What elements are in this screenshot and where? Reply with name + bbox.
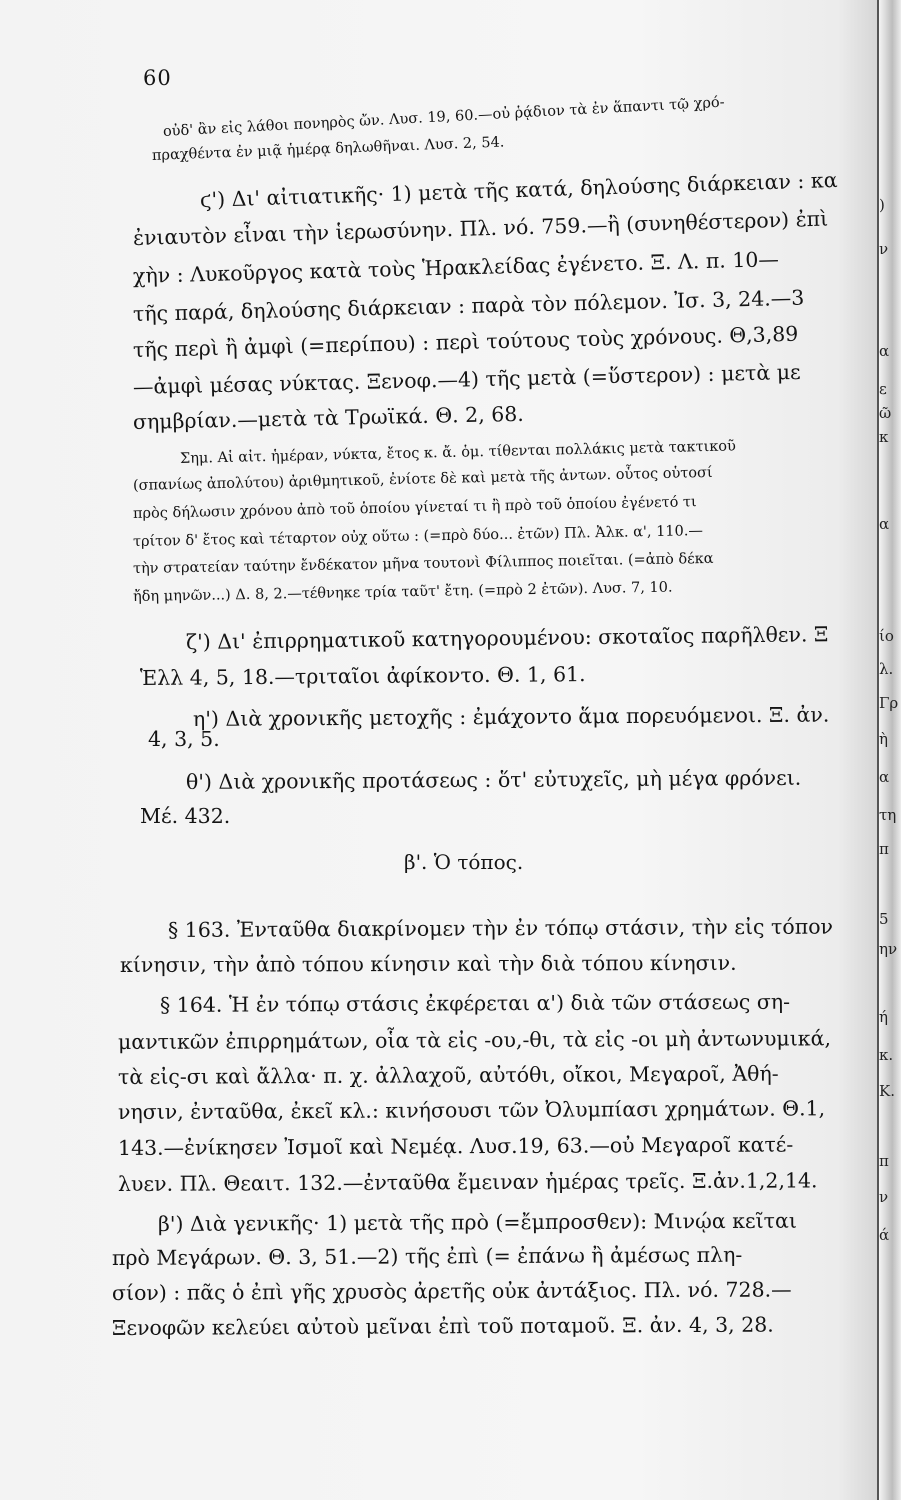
facing-page-margin <box>879 0 901 1500</box>
stigma-line-4: τῆς παρά, δηλούσης διάρκειαν : παρὰ τὸν πόλεμον. Ἰσ. 3, 24.—3 <box>132 285 805 326</box>
margin-glyph: ε <box>879 380 887 398</box>
intro-line-1: οὐδ' ἂν εἰς λάθοι πονηρὸς ὤν. Λυσ. 19, 60.—οὐ ῥᾴδιον τὰ ἐν ἅπαντι τῷ χρό- <box>162 94 725 140</box>
s164-line-1: § 164. Ἡ ἐν τόπῳ στάσις ἐκφέρεται α') διὰ τῶν στάσεως ση- <box>159 989 791 1017</box>
margin-glyph: ν <box>879 1188 889 1206</box>
margin-glyph: Κ. <box>879 1082 895 1100</box>
margin-glyph: ν <box>879 240 889 258</box>
s163-line-2: κίνησιν, τὴν ἀπὸ τόπου κίνησιν καὶ τὴν διὰ τόπου κίνησιν. <box>119 950 737 977</box>
margin-glyph: τη <box>879 806 897 824</box>
stigma-line-3: χὴν : Λυκοῦργος κατὰ τοὺς Ἡρακλείδας ἐγένετο. Ξ. Λ. π. 10— <box>132 247 780 288</box>
s164-line-5: 143.—ἐνίκησεν Ἰσμοῖ καὶ Νεμέᾳ. Λυσ.19, 63.—οὐ Μεγαροῖ κατέ- <box>117 1132 794 1160</box>
stigma-line-7: σημβρίαν.—μετὰ τὰ Τρωϊκά. Θ. 2, 68. <box>132 401 525 434</box>
stigma-line-1: ϛ') Δι' αἰτιατικῆς· 1) μετὰ τῆς κατά, δηλούσης διάρκειαν : κα <box>199 167 838 212</box>
note-line-2: (σπανίως ἀπολύτου) ἀριθμητικοῦ, ἐνίοτε δὲ καὶ μετὰ τῆς ἀντων. οὗτος οὑτοσί <box>132 464 713 494</box>
margin-glyph: ά <box>879 1226 890 1244</box>
margin-glyph: ίο <box>879 627 894 645</box>
intro-line-2: πραχθέντα ἐν μιᾷ ἡμέρᾳ δηλωθῆναι. Λυσ. 2, 54. <box>151 134 505 164</box>
margin-glyph: ην <box>879 940 898 958</box>
page-number: 60 <box>143 66 172 90</box>
note-line-4: τρίτον δ' ἔτος καὶ τέταρτον οὐχ οὕτω : (=πρὸ δύο... ἐτῶν) Πλ. Ἀλκ. α', 110.— <box>132 523 704 550</box>
s164-line-3: τὰ εἰς-σι καὶ ἄλλα· π. χ. ἀλλαχοῦ, αὐτόθι, οἴκοι, Μεγαροῖ, Ἀθή- <box>117 1061 779 1089</box>
margin-glyph: π <box>879 840 889 858</box>
s164-line-10: Ξενοφῶν κελεύει αὐτοὺ μεῖναι ἐπὶ τοῦ ποταμοῦ. Ξ. ἀν. 4, 3, 28. <box>111 1312 774 1340</box>
eta-line-2: 4, 3, 5. <box>148 727 220 751</box>
zeta-line-1: ζ') Δι' ἐπιρρηματικοῦ κατηγορουμένου: σκοταῖος παρῆλθεν. Ξ <box>185 622 829 654</box>
s164-line-4: νησιν, ἐνταῦθα, ἐκεῖ κλ.: κινήσουσι τῶν Ὀλυμπίασι χρημάτων. Θ.1, <box>117 1096 826 1124</box>
stigma-line-2: ἐνιαυτὸν εἶναι τὴν ἱερωσύνην. Πλ. νό. 759.—ἢ (συνηθέστερον) ἐπὶ <box>132 206 829 250</box>
section-heading: β'. Ὁ τόπος. <box>404 850 524 874</box>
margin-glyph: κ. <box>879 1046 894 1064</box>
theta-line-1: θ') Διὰ χρονικῆς προτάσεως : ὅτ' εὐτυχεῖς, μὴ μέγα φρόνει. <box>185 765 802 794</box>
margin-glyph: α <box>879 768 890 786</box>
note-line-5: τὴν στρατείαν ταύτην ἔνδέκατον μῆνα τουτονὶ Φίλιππος ποιεῖται. (=ἀπὸ δέκα <box>132 550 714 577</box>
margin-glyph: Γρ <box>879 694 899 712</box>
s164-line-7: β') Διὰ γενικῆς· 1) μετὰ τῆς πρὸ (=ἔμπροσθεν): Μινῴα κεῖται <box>157 1208 797 1236</box>
stigma-line-5: τῆς περὶ ἢ ἀμφὶ (=περίπου) : περὶ τούτους τοὺς χρόνους. Θ,3,89 <box>132 321 799 362</box>
s164-line-6: λυεν. Πλ. Θεαιτ. 132.—ἐνταῦθα ἔμειναν ἡμέρας τρεῖς. Ξ.ἀν.1,2,14. <box>117 1168 818 1196</box>
margin-glyph: ὴ <box>879 730 888 748</box>
margin-glyph: ή <box>879 1008 888 1026</box>
note-line-3: πρὸς δήλωσιν χρόνου ἀπὸ τοῦ ὁποίου γίνεταί τι ἢ πρὸ τοῦ ὁποίου ἐγένετό τι <box>132 494 697 522</box>
eta-line-1: η') Διὰ χρονικῆς μετοχῆς : ἐμάχοντο ἅμα πορευόμενοι. Ξ. ἀν. <box>192 702 830 731</box>
zeta-line-2: Ἑλλ 4, 5, 18.—τριταῖοι ἀφίκοντο. Θ. 1, 61. <box>139 662 586 690</box>
margin-glyph: ) <box>879 196 885 214</box>
stigma-line-6: —ἀμφὶ μέσας νύκτας. Ξενοφ.—4) τῆς μετὰ (=ὕστερον) : μετὰ με <box>132 359 801 399</box>
s163-line-1: § 163. Ἐνταῦθα διακρίνομεν τὴν ἐν τόπῳ στάσιν, τὴν εἰς τόπον <box>167 914 834 942</box>
margin-glyph: λ. <box>879 660 894 678</box>
margin-glyph: ῶ <box>879 404 892 422</box>
margin-glyph: α <box>879 342 890 360</box>
margin-glyph: α <box>879 515 890 533</box>
note-line-6: ἤδη μηνῶν...) Δ. 8, 2.—τέθνηκε τρία ταῦτ' ἔτη. (=πρὸ 2 ἐτῶν). Λυσ. 7, 10. <box>132 579 673 605</box>
theta-line-2: Μέ. 432. <box>140 804 231 828</box>
s164-line-2: μαντικῶν ἐπιρρημάτων, οἷα τὰ εἰς -ου,-θι, τὰ εἰς -οι μὴ ἀντωνυμικά, <box>117 1026 831 1054</box>
margin-glyph: κ <box>879 428 889 446</box>
margin-glyph: π <box>879 1152 889 1170</box>
s164-line-9: σίον) : πᾶς ὁ ἐπὶ γῆς χρυσὸς ἀρετῆς οὐκ ἀντάξιος. Πλ. νό. 728.— <box>111 1277 792 1305</box>
note-line-1: Σημ. Αἱ αἰτ. ἡμέραν, νύκτα, ἔτος κ. ἄ. ὁμ. τίθενται πολλάκις μετὰ τακτικοῦ <box>179 438 737 467</box>
margin-glyph: 5 <box>879 910 889 928</box>
s164-line-8: πρὸ Μεγάρων. Θ. 3, 51.—2) τῆς ἐπὶ (= ἐπάνω ἢ ἀμέσως πλη- <box>111 1242 743 1270</box>
